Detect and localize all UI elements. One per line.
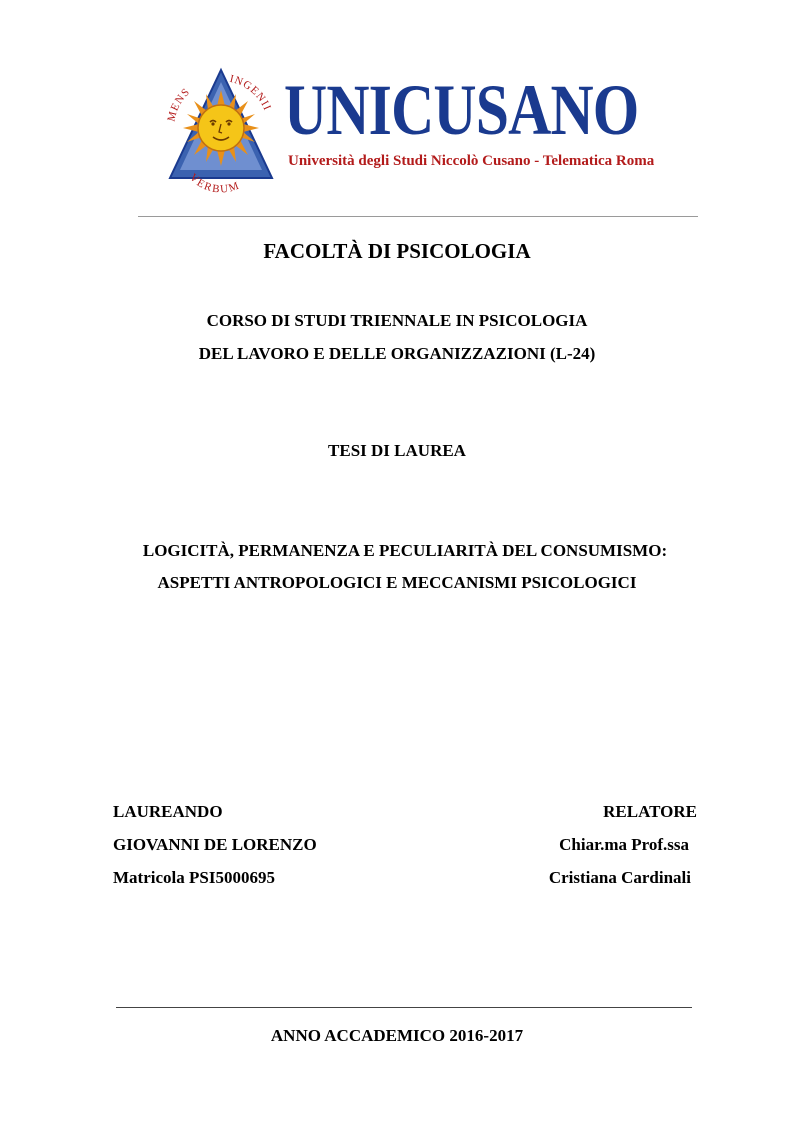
university-logo xyxy=(160,66,655,194)
course-line-2: DEL LAVORO E DELLE ORGANIZZAZIONI (L-24) xyxy=(198,344,596,363)
supervisor-name: Cristiana Cardinali xyxy=(548,868,691,887)
academic-year: ANNO ACCADEMICO 2016-2017 xyxy=(270,1026,524,1045)
supervisor-title: Chiar.ma Prof.ssa xyxy=(559,835,689,854)
top-divider xyxy=(138,216,698,217)
thesis-title-line-1: LOGICITÀ, PERMANENZA E PECULIARITÀ DEL CONSUMISMO: xyxy=(142,541,668,560)
seal-text-mens: MENS xyxy=(165,85,193,123)
student-matricola: Matricola PSI5000695 xyxy=(113,868,275,887)
seal-text-ingenii: INGENII xyxy=(228,72,274,113)
thesis-title-line-2: ASPETTI ANTROPOLOGICI E MECCANISMI PSICOLOGICI xyxy=(157,573,637,592)
faculty-heading: FACOLTÀ DI PSICOLOGIA xyxy=(263,239,531,263)
seal-text-verbum: VERBUM xyxy=(187,171,242,194)
university-seal-icon xyxy=(160,66,282,194)
brand-subtitle: Università degli Studi Niccolò Cusano - Telematica Roma xyxy=(288,153,655,169)
supervisor-label: RELATORE xyxy=(603,802,697,821)
bottom-divider xyxy=(116,1007,692,1008)
sun-face xyxy=(198,105,244,151)
course-line-1: CORSO DI STUDI TRIENNALE IN PSICOLOGIA xyxy=(206,311,588,330)
thesis-label: TESI DI LAUREA xyxy=(328,441,466,460)
svg-text:MENS xyxy=(165,86,192,123)
brand-name: UNICUSANO xyxy=(284,70,639,150)
student-name: GIOVANNI DE LORENZO xyxy=(113,835,317,854)
student-label: LAUREANDO xyxy=(113,802,223,821)
